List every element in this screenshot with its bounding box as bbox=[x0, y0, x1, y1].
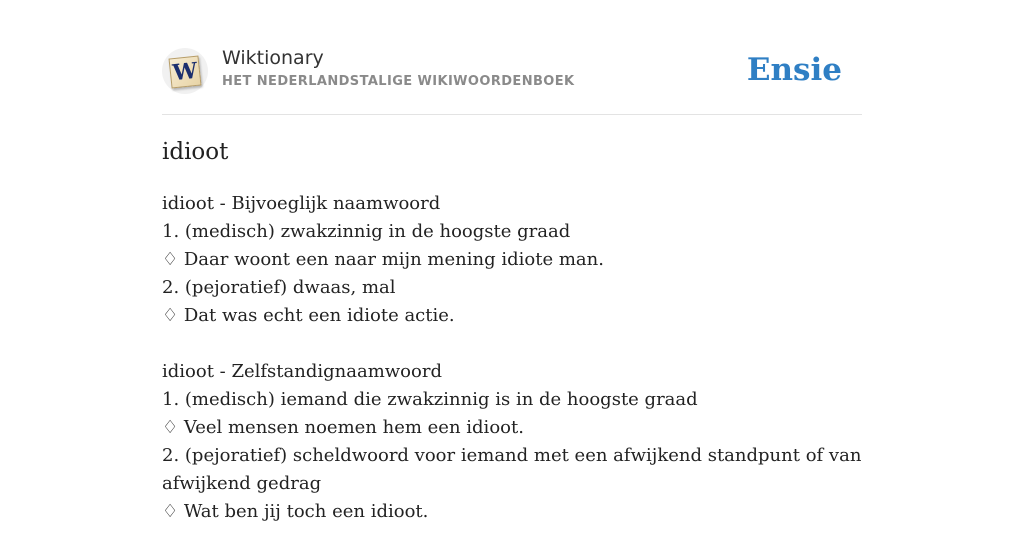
example-line: ♢ Wat ben jij toch een idioot. bbox=[162, 501, 429, 522]
example-line: ♢ Veel mensen noemen hem een idioot. bbox=[162, 417, 524, 438]
wiktionary-logo[interactable] bbox=[162, 48, 208, 94]
example-line: ♢ Daar woont een naar mijn mening idiote man. bbox=[162, 249, 604, 270]
entry-adjective bbox=[162, 190, 862, 330]
page-title: idioot bbox=[162, 139, 229, 165]
example-line: ♢ Dat was echt een idiote actie. bbox=[162, 305, 455, 326]
definition-line: 1. (medisch) iemand die zwakzinnig is in de hoogste graad bbox=[162, 389, 698, 410]
wiktionary-tile-icon bbox=[169, 56, 202, 89]
logo-letter: W bbox=[171, 57, 199, 87]
site-subtitle: HET NEDERLANDSTALIGE WIKIWOORDENBOEK bbox=[222, 74, 575, 89]
definitions bbox=[162, 190, 862, 554]
definition-line: 1. (medisch) zwakzinnig in de hoogste graad bbox=[162, 221, 571, 242]
site-title[interactable]: Wiktionary bbox=[222, 47, 324, 69]
entry-heading: idioot - Bijvoeglijk naamwoord bbox=[162, 193, 441, 214]
entry-noun bbox=[162, 358, 862, 526]
ensie-brand-link[interactable]: Ensie bbox=[746, 52, 842, 88]
page-container bbox=[162, 0, 862, 522]
definition-line: 2. (pejoratief) dwaas, mal bbox=[162, 277, 396, 298]
site-header bbox=[162, 44, 862, 115]
definition-line: 2. (pejoratief) scheldwoord voor iemand met een afwijkend standpunt of van afwijkend gedrag bbox=[162, 445, 862, 494]
entry-heading: idioot - Zelfstandignaamwoord bbox=[162, 361, 442, 382]
